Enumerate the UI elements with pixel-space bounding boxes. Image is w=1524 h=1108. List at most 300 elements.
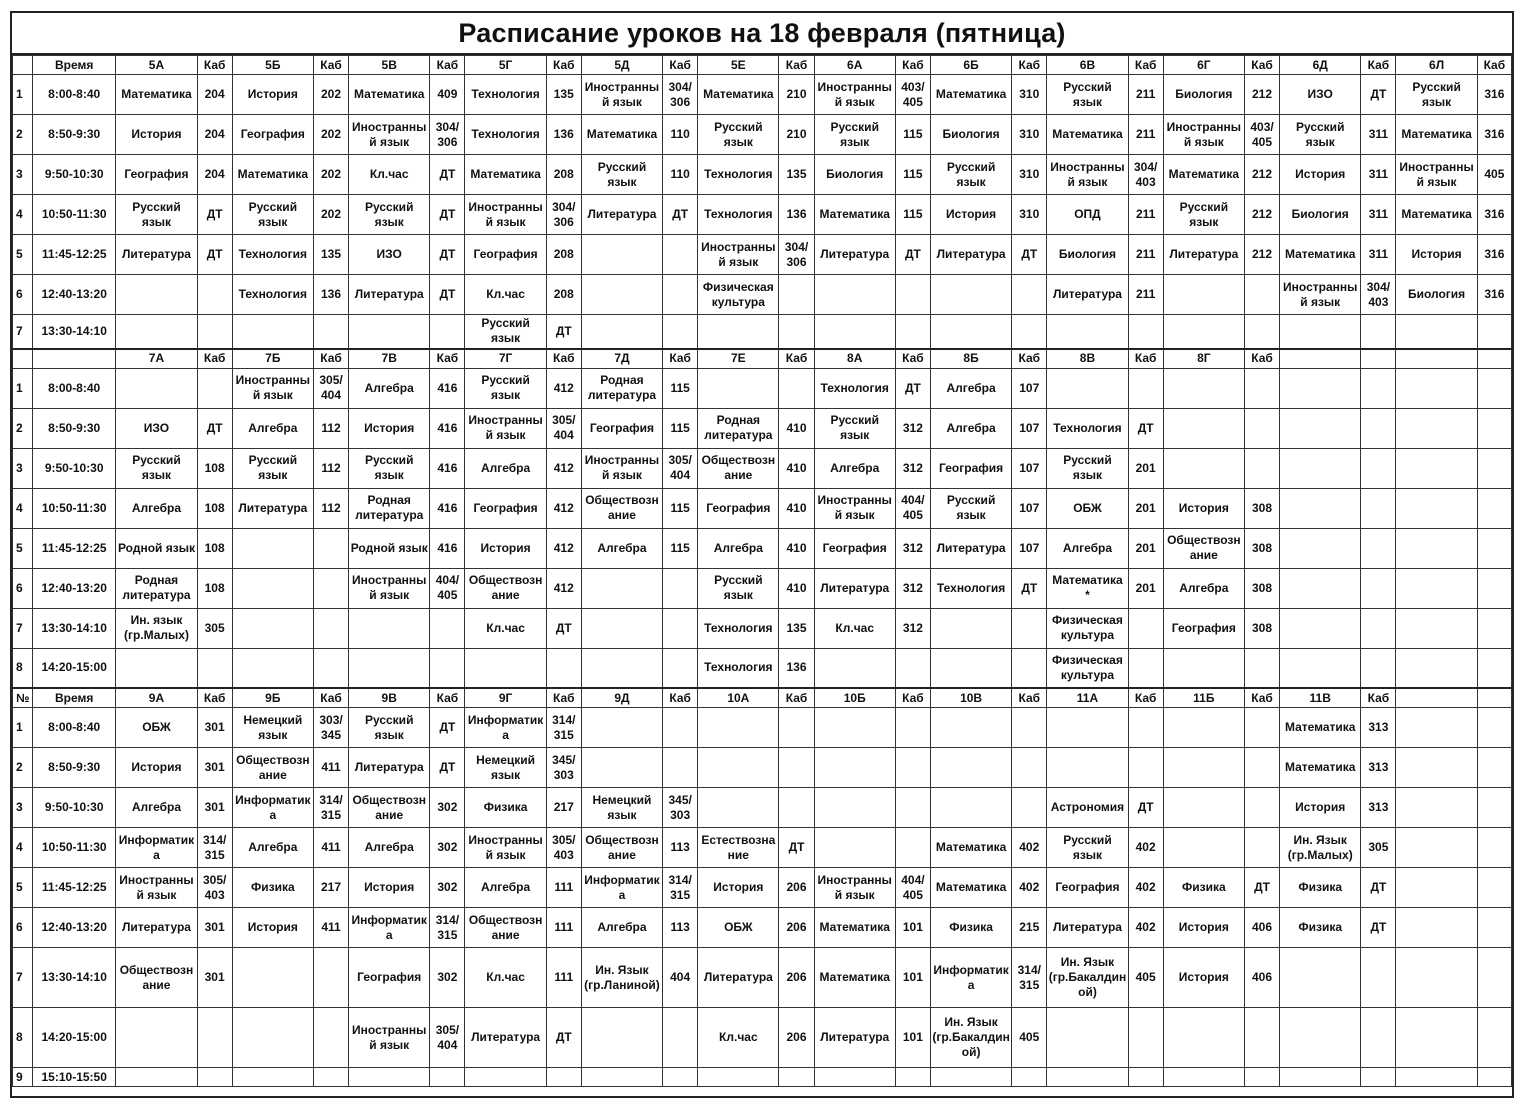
subject-cell	[1047, 748, 1128, 788]
subject-cell	[1163, 448, 1244, 488]
room-cell: 107	[1012, 408, 1047, 448]
column-header: Каб	[197, 688, 232, 708]
column-header	[13, 56, 33, 75]
subject-cell: Технология	[465, 75, 546, 115]
subject-cell: Математика	[1163, 155, 1244, 195]
room-cell: 345/ 303	[663, 788, 698, 828]
room-cell	[1128, 708, 1163, 748]
column-header: 5Г	[465, 56, 546, 75]
room-cell	[1244, 648, 1279, 688]
lesson-row	[13, 528, 1512, 568]
lesson-number: 1	[13, 368, 33, 408]
subject-cell: Родной язык	[116, 528, 197, 568]
subject-cell: Ин. Язык (гр.Бакалдиной)	[930, 1008, 1011, 1068]
room-cell: 404/ 405	[895, 868, 930, 908]
column-header: Время	[33, 56, 116, 75]
subject-cell	[1396, 608, 1477, 648]
room-cell	[313, 608, 348, 648]
subject-cell: Технология	[698, 155, 779, 195]
room-cell: ДТ	[546, 1008, 581, 1068]
lesson-row	[13, 948, 1512, 1008]
room-cell: 135	[313, 235, 348, 275]
column-header: Каб	[313, 349, 348, 369]
room-cell: 403/ 405	[895, 75, 930, 115]
column-header: 10Б	[814, 688, 895, 708]
subject-cell: Родная литература	[116, 568, 197, 608]
subject-cell: Математика	[930, 868, 1011, 908]
subject-cell: Математика	[814, 195, 895, 235]
subject-cell: География	[698, 488, 779, 528]
subject-cell: Литература	[349, 748, 430, 788]
subject-cell: Русский язык	[1396, 75, 1477, 115]
subject-cell: География	[232, 115, 313, 155]
room-cell	[1477, 788, 1511, 828]
lesson-number: 1	[13, 708, 33, 748]
column-header: 10А	[698, 688, 779, 708]
column-header: 6Б	[930, 56, 1011, 75]
room-cell: 409	[430, 75, 465, 115]
room-cell	[1128, 315, 1163, 349]
room-cell: 136	[779, 648, 814, 688]
room-cell	[313, 315, 348, 349]
subject-cell	[1280, 648, 1361, 688]
room-cell: 210	[779, 75, 814, 115]
room-cell: 204	[197, 115, 232, 155]
subject-cell: Алгебра	[698, 528, 779, 568]
column-header: 8Б	[930, 349, 1011, 369]
room-cell	[1477, 528, 1511, 568]
subject-cell: Русский язык	[698, 568, 779, 608]
room-cell	[1361, 488, 1396, 528]
column-header: 5Б	[232, 56, 313, 75]
subject-cell: Иностранный язык	[349, 1008, 430, 1068]
subject-cell: Математика	[1396, 195, 1477, 235]
room-cell: 302	[430, 868, 465, 908]
room-cell: ДТ	[1361, 75, 1396, 115]
subject-cell: Немецкий язык	[581, 788, 662, 828]
subject-cell: Ин. Язык (гр.Малых)	[1280, 828, 1361, 868]
room-cell: 311	[1361, 115, 1396, 155]
subject-cell: Биология	[1163, 75, 1244, 115]
room-cell: 314/ 315	[430, 908, 465, 948]
lesson-row	[13, 788, 1512, 828]
room-cell: 313	[1361, 708, 1396, 748]
lesson-number: 5	[13, 528, 33, 568]
subject-cell: История	[349, 868, 430, 908]
subject-cell: Литература	[1163, 235, 1244, 275]
room-cell	[895, 315, 930, 349]
subject-cell: Биология	[814, 155, 895, 195]
room-cell: 107	[1012, 488, 1047, 528]
room-cell: 215	[1012, 908, 1047, 948]
column-header	[33, 349, 116, 369]
room-cell: 115	[895, 155, 930, 195]
room-cell	[895, 828, 930, 868]
subject-cell: Родная литература	[349, 488, 430, 528]
room-cell	[197, 315, 232, 349]
subject-cell	[1396, 908, 1477, 948]
room-cell: 405	[1012, 1008, 1047, 1068]
time-cell: 11:45-12:25	[33, 235, 116, 275]
subject-cell	[581, 748, 662, 788]
subject-cell: Математика	[1396, 115, 1477, 155]
subject-cell: География	[349, 948, 430, 1008]
room-cell: 305	[1361, 828, 1396, 868]
lesson-row	[13, 708, 1512, 748]
room-cell: 312	[895, 448, 930, 488]
column-header: Каб	[546, 349, 581, 369]
subject-cell: ИЗО	[1280, 75, 1361, 115]
subject-cell	[930, 1068, 1011, 1087]
subject-cell: Биология	[930, 115, 1011, 155]
subject-cell	[116, 1008, 197, 1068]
subject-cell: Русский язык	[814, 408, 895, 448]
room-cell: 403/ 405	[1244, 115, 1279, 155]
column-header: Каб	[895, 349, 930, 369]
subject-cell: Кл.час	[814, 608, 895, 648]
column-header: 9Г	[465, 688, 546, 708]
subject-cell: Ин. язык (гр.Малых)	[116, 608, 197, 648]
room-cell: 135	[779, 608, 814, 648]
subject-cell	[581, 608, 662, 648]
room-cell: 107	[1012, 448, 1047, 488]
subject-cell: Литература	[232, 488, 313, 528]
room-cell: 108	[197, 488, 232, 528]
room-cell: 416	[430, 528, 465, 568]
room-cell: 404/ 405	[430, 568, 465, 608]
subject-cell	[814, 748, 895, 788]
subject-cell: Родной язык	[349, 528, 430, 568]
room-cell	[1244, 828, 1279, 868]
room-cell: ДТ	[895, 235, 930, 275]
subject-cell: История	[698, 868, 779, 908]
subject-cell: История	[930, 195, 1011, 235]
subject-cell: Алгебра	[232, 408, 313, 448]
room-cell: 217	[313, 868, 348, 908]
column-header: 8Г	[1163, 349, 1244, 369]
lesson-row	[13, 448, 1512, 488]
room-cell: 211	[1128, 75, 1163, 115]
subject-cell	[1396, 1008, 1477, 1068]
subject-cell: История	[1163, 488, 1244, 528]
room-cell	[1477, 1068, 1511, 1087]
column-header	[1361, 349, 1396, 369]
subject-cell: Литература	[1047, 275, 1128, 315]
room-cell	[895, 748, 930, 788]
subject-cell: Информатика	[930, 948, 1011, 1008]
subject-cell: Кл.час	[698, 1008, 779, 1068]
room-cell: 202	[313, 75, 348, 115]
room-cell: 208	[546, 275, 581, 315]
subject-cell	[698, 708, 779, 748]
room-cell: 412	[546, 448, 581, 488]
subject-cell: Математика	[465, 155, 546, 195]
room-cell: 314/ 315	[1012, 948, 1047, 1008]
room-cell: 405	[1128, 948, 1163, 1008]
time-cell: 9:50-10:30	[33, 788, 116, 828]
room-cell: 212	[1244, 155, 1279, 195]
lesson-number: 6	[13, 908, 33, 948]
subject-cell: Информатика	[465, 708, 546, 748]
lesson-row	[13, 608, 1512, 648]
subject-cell	[814, 648, 895, 688]
subject-cell: География	[1163, 608, 1244, 648]
column-header: Каб	[546, 688, 581, 708]
room-cell	[430, 648, 465, 688]
room-cell	[663, 1008, 698, 1068]
column-header: Каб	[430, 56, 465, 75]
room-cell: ДТ	[1244, 868, 1279, 908]
subject-cell: Русский язык	[116, 448, 197, 488]
subject-cell	[349, 648, 430, 688]
room-cell: 301	[197, 708, 232, 748]
subject-cell	[1047, 368, 1128, 408]
subject-cell: Обществознание	[465, 908, 546, 948]
schedule-table	[12, 55, 1512, 1087]
column-header	[1396, 349, 1477, 369]
subject-cell: Алгебра	[116, 488, 197, 528]
lesson-number: 6	[13, 275, 33, 315]
subject-cell	[930, 648, 1011, 688]
lesson-number: 6	[13, 568, 33, 608]
subject-cell	[1280, 315, 1361, 349]
room-cell: 101	[895, 1008, 930, 1068]
room-cell	[663, 275, 698, 315]
room-cell: 308	[1244, 608, 1279, 648]
room-cell	[663, 708, 698, 748]
room-cell: 302	[430, 788, 465, 828]
column-header	[1477, 349, 1511, 369]
room-cell: 313	[1361, 748, 1396, 788]
room-cell: ДТ	[430, 748, 465, 788]
room-cell	[1244, 408, 1279, 448]
subject-cell	[698, 788, 779, 828]
subject-cell: Математика	[1047, 115, 1128, 155]
room-cell: 316	[1477, 275, 1511, 315]
room-cell	[1361, 368, 1396, 408]
subject-cell	[1396, 748, 1477, 788]
subject-cell	[930, 788, 1011, 828]
column-header: Каб	[1012, 688, 1047, 708]
column-header: Каб	[1244, 688, 1279, 708]
subject-cell	[814, 708, 895, 748]
room-cell	[1244, 788, 1279, 828]
room-cell: 304/ 403	[1361, 275, 1396, 315]
room-cell: 316	[1477, 235, 1511, 275]
room-cell: ДТ	[1012, 235, 1047, 275]
room-cell	[1244, 1068, 1279, 1087]
subject-cell: История	[1396, 235, 1477, 275]
subject-cell: Иностранный язык	[349, 568, 430, 608]
column-header: 9Б	[232, 688, 313, 708]
column-header: Каб	[1361, 688, 1396, 708]
room-cell	[779, 708, 814, 748]
subject-cell	[1280, 488, 1361, 528]
room-cell: ДТ	[430, 708, 465, 748]
subject-cell: Русский язык	[1280, 115, 1361, 155]
time-cell: 8:00-8:40	[33, 708, 116, 748]
room-cell	[1361, 448, 1396, 488]
lesson-number: 8	[13, 1008, 33, 1068]
room-cell: 310	[1012, 195, 1047, 235]
subject-cell	[349, 1068, 430, 1087]
room-cell	[1361, 528, 1396, 568]
subject-cell: История	[1280, 155, 1361, 195]
column-header: Каб	[1128, 56, 1163, 75]
room-cell: 301	[197, 748, 232, 788]
column-header: 11А	[1047, 688, 1128, 708]
room-cell	[1477, 568, 1511, 608]
room-cell: 110	[663, 155, 698, 195]
subject-cell: Алгебра	[814, 448, 895, 488]
room-cell: ДТ	[1128, 408, 1163, 448]
lesson-number: 4	[13, 195, 33, 235]
column-header: Каб	[1012, 349, 1047, 369]
subject-cell: Биология	[1396, 275, 1477, 315]
subject-cell	[1163, 828, 1244, 868]
subject-cell	[116, 368, 197, 408]
lesson-row	[13, 1068, 1512, 1087]
subject-cell: Обществознание	[581, 488, 662, 528]
room-cell: 217	[546, 788, 581, 828]
subject-cell: Алгебра	[232, 828, 313, 868]
room-cell: 304/ 306	[663, 75, 698, 115]
room-cell: 112	[313, 408, 348, 448]
room-cell	[779, 1068, 814, 1087]
subject-cell: География	[465, 235, 546, 275]
subject-cell: Алгебра	[930, 368, 1011, 408]
column-header: Каб	[1128, 688, 1163, 708]
room-cell: 314/ 315	[663, 868, 698, 908]
subject-cell: История	[116, 115, 197, 155]
subject-cell: Физика	[1280, 868, 1361, 908]
column-header	[1280, 349, 1361, 369]
subject-cell: Математика	[116, 75, 197, 115]
lesson-number: 5	[13, 235, 33, 275]
room-cell: 204	[197, 155, 232, 195]
column-header: Каб	[430, 688, 465, 708]
subject-cell: Иностранный язык	[814, 488, 895, 528]
subject-cell: Математика	[698, 75, 779, 115]
room-cell: 107	[1012, 528, 1047, 568]
room-cell: ДТ	[779, 828, 814, 868]
room-cell	[1012, 608, 1047, 648]
subject-cell	[349, 315, 430, 349]
time-cell: 12:40-13:20	[33, 275, 116, 315]
room-cell	[663, 1068, 698, 1087]
subject-cell	[232, 648, 313, 688]
subject-cell: Алгебра	[349, 368, 430, 408]
subject-cell: Литература	[116, 908, 197, 948]
subject-cell: Русский язык	[232, 448, 313, 488]
room-cell: 113	[663, 828, 698, 868]
subject-cell	[1163, 315, 1244, 349]
column-header: 6Д	[1280, 56, 1361, 75]
room-cell: 412	[546, 488, 581, 528]
column-header	[13, 349, 33, 369]
room-cell: 108	[197, 528, 232, 568]
subject-cell: Биология	[1047, 235, 1128, 275]
time-cell: 15:10-15:50	[33, 1068, 116, 1087]
lesson-number: 2	[13, 408, 33, 448]
column-header: 7А	[116, 349, 197, 369]
room-cell: 305/ 404	[663, 448, 698, 488]
subject-cell: Иностранный язык	[814, 868, 895, 908]
lesson-number: 4	[13, 488, 33, 528]
room-cell	[895, 788, 930, 828]
lesson-row	[13, 315, 1512, 349]
lesson-number: 9	[13, 1068, 33, 1087]
room-cell: 208	[546, 155, 581, 195]
room-cell: 204	[197, 75, 232, 115]
room-cell	[313, 1068, 348, 1087]
subject-cell	[1163, 368, 1244, 408]
room-cell: 210	[779, 115, 814, 155]
room-cell: 302	[430, 948, 465, 1008]
time-cell: 14:20-15:00	[33, 648, 116, 688]
subject-cell: Информатика	[232, 788, 313, 828]
room-cell: 305/ 404	[430, 1008, 465, 1068]
subject-cell: История	[232, 75, 313, 115]
room-cell: 115	[663, 368, 698, 408]
subject-cell	[116, 275, 197, 315]
subject-cell	[1280, 568, 1361, 608]
column-header: Каб	[663, 56, 698, 75]
room-cell: ДТ	[197, 195, 232, 235]
subject-cell: Иностранный язык	[465, 195, 546, 235]
room-cell: 416	[430, 488, 465, 528]
subject-cell	[814, 275, 895, 315]
subject-cell	[1396, 1068, 1477, 1087]
subject-cell	[1396, 708, 1477, 748]
time-cell: 14:20-15:00	[33, 1008, 116, 1068]
room-cell: 301	[197, 788, 232, 828]
room-cell: 304/ 306	[430, 115, 465, 155]
room-cell: ДТ	[197, 408, 232, 448]
room-cell: 308	[1244, 528, 1279, 568]
subject-cell: Математика	[1280, 748, 1361, 788]
subject-cell: Астрономия	[1047, 788, 1128, 828]
column-header: Каб	[197, 56, 232, 75]
room-cell: 410	[779, 568, 814, 608]
subject-cell: Информатика	[349, 908, 430, 948]
subject-cell: Физика	[930, 908, 1011, 948]
subject-cell	[116, 648, 197, 688]
subject-cell: Литература	[930, 528, 1011, 568]
room-cell: 107	[1012, 368, 1047, 408]
column-header: Время	[33, 688, 116, 708]
room-cell: 416	[430, 448, 465, 488]
room-cell: ДТ	[895, 368, 930, 408]
time-cell: 8:50-9:30	[33, 748, 116, 788]
room-cell: 305/ 404	[313, 368, 348, 408]
room-cell: 308	[1244, 488, 1279, 528]
subject-cell: Русский язык	[1047, 448, 1128, 488]
room-cell	[197, 648, 232, 688]
subject-cell: Русский язык	[814, 115, 895, 155]
room-cell: 111	[546, 908, 581, 948]
subject-cell: Естествознание	[698, 828, 779, 868]
room-cell: 212	[1244, 235, 1279, 275]
column-header: Каб	[1244, 349, 1279, 369]
column-header: 10В	[930, 688, 1011, 708]
room-cell: 402	[1012, 868, 1047, 908]
subject-cell	[581, 648, 662, 688]
subject-cell: Литература	[581, 195, 662, 235]
subject-cell: Литература	[814, 568, 895, 608]
column-header: 7Е	[698, 349, 779, 369]
column-header: Каб	[895, 56, 930, 75]
